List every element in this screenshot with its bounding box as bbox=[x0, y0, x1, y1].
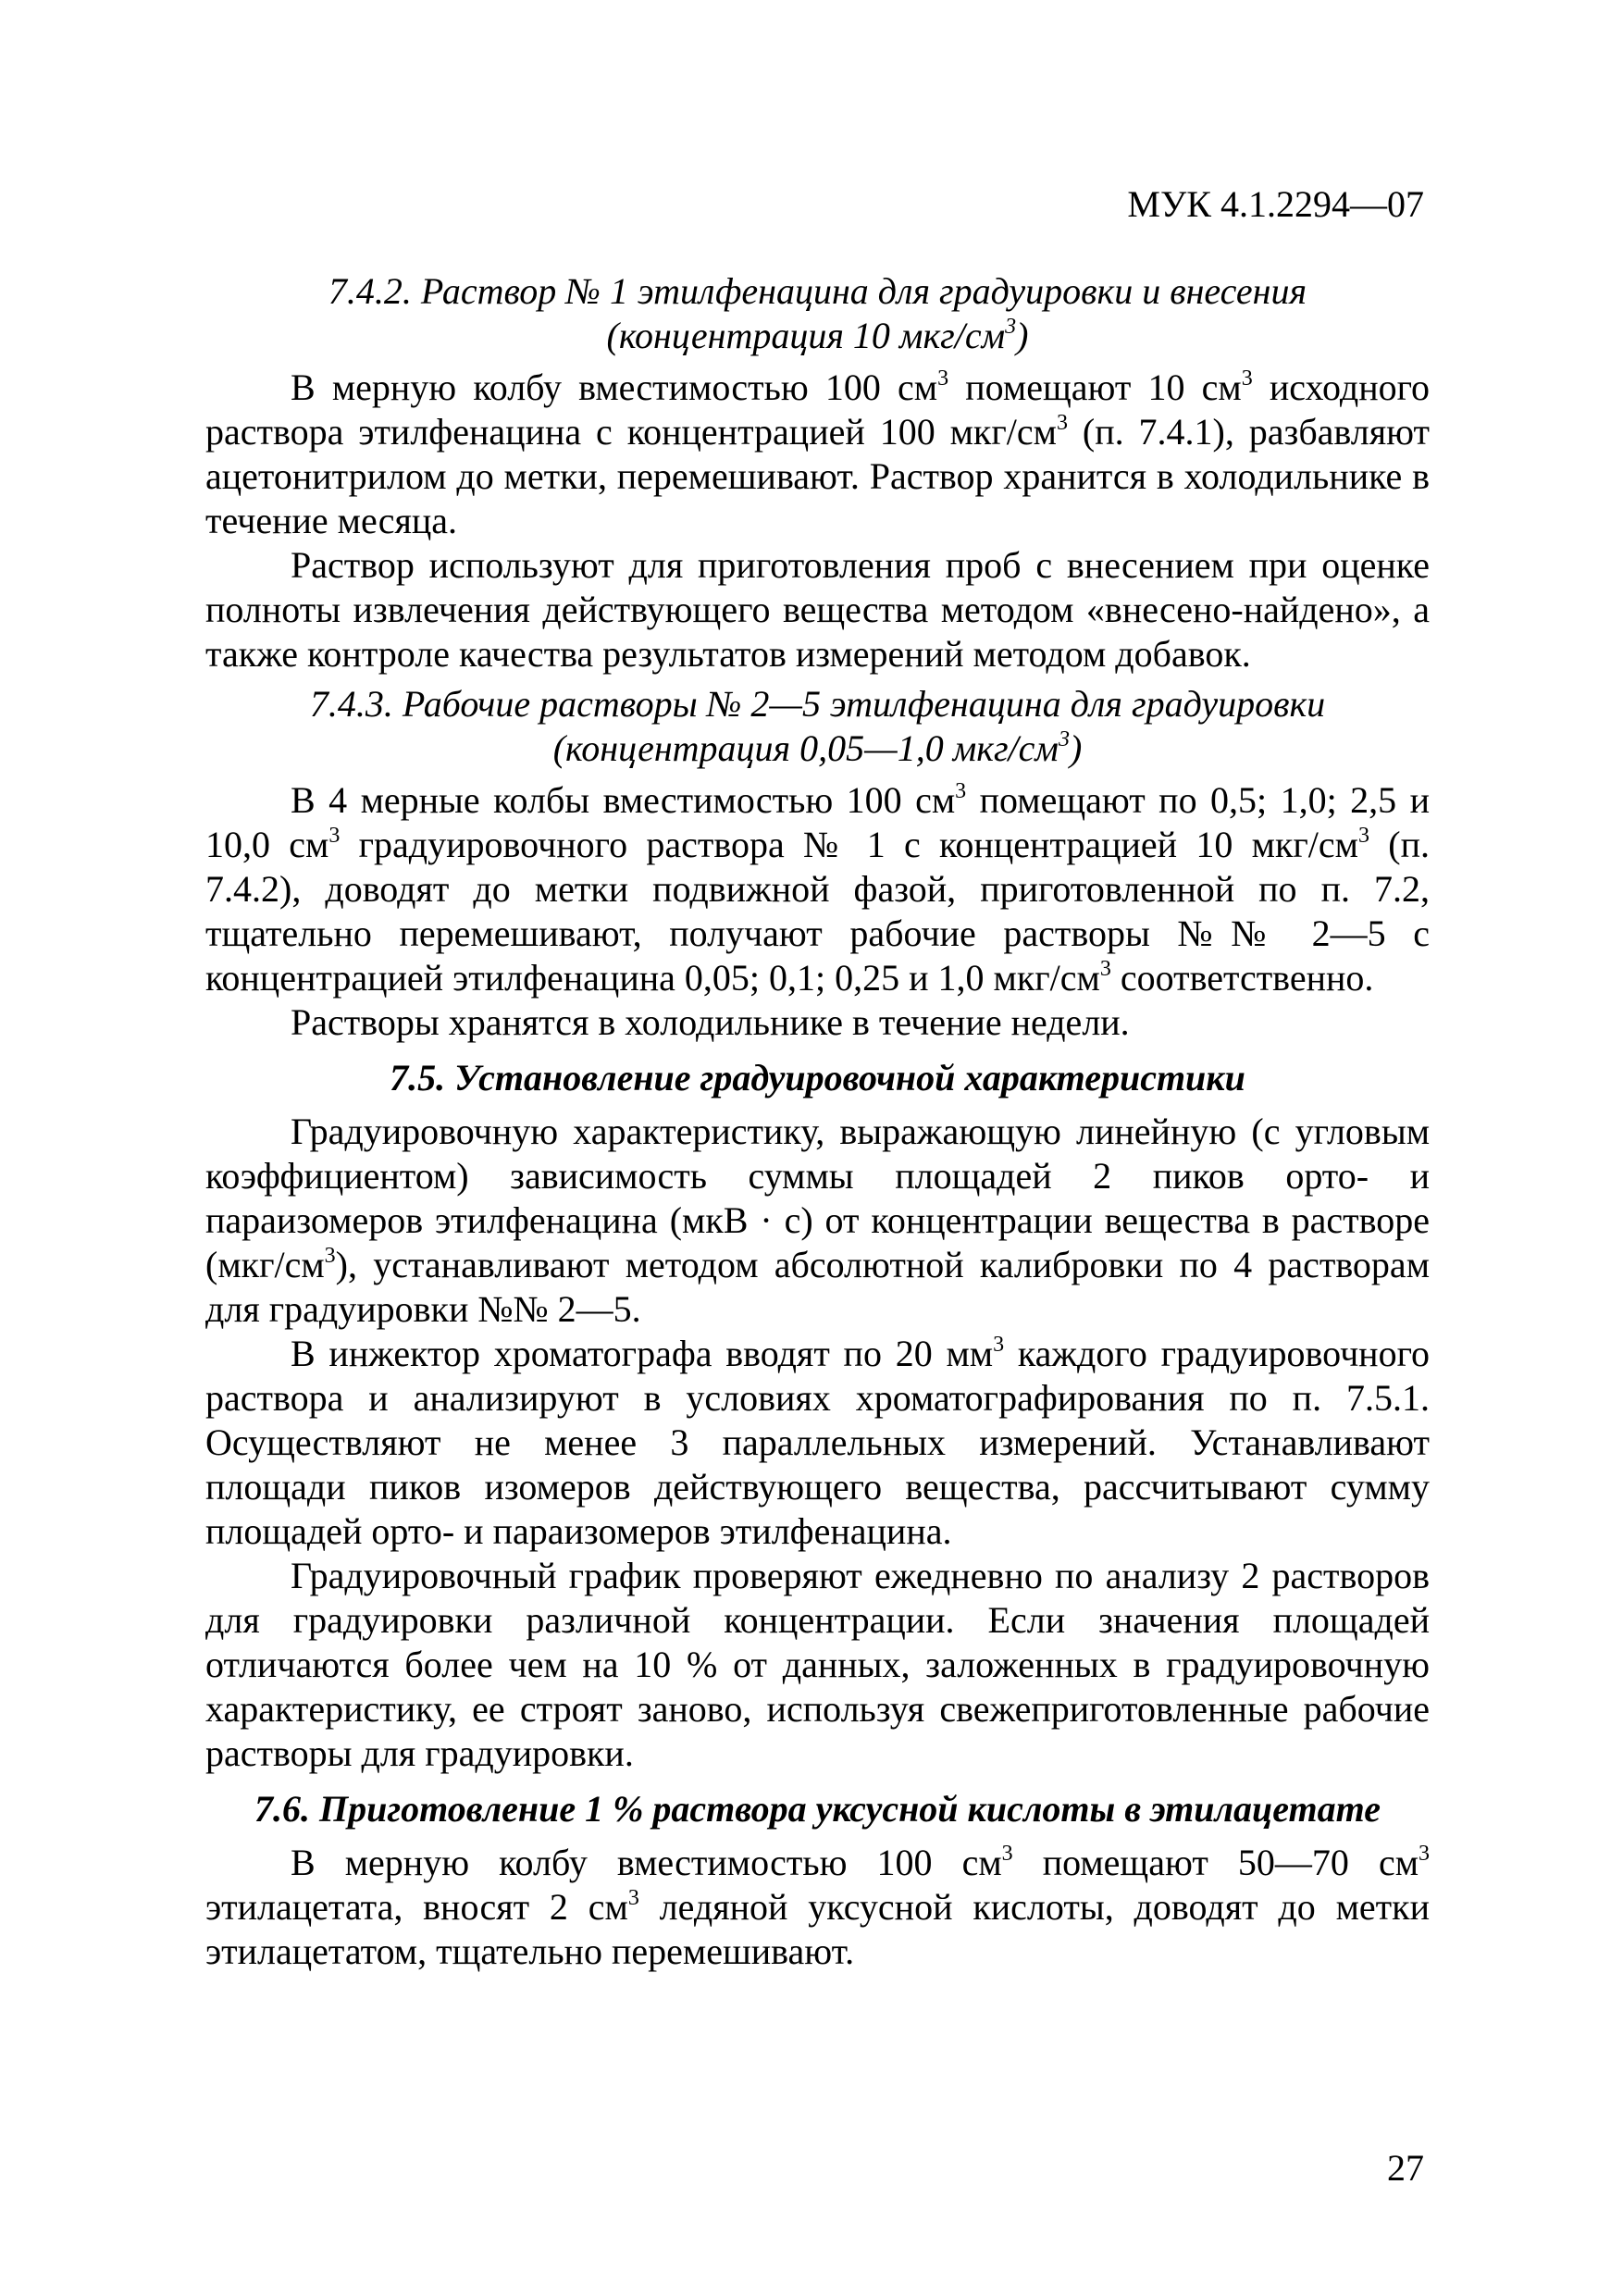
section-7-6-title: 7.6. Приготовление 1 % раствора уксусной кислоты в этилацетате bbox=[254, 1788, 1381, 1830]
paragraph-7-4-2-2: Раствор используют для приготовления проб с внесением при оценке полноты извлечения действующего вещества методом «внесено-найдено», а также контроле качества результатов измерений методом добавок. bbox=[205, 544, 1430, 675]
section-7-4-3-title-line1: 7.4.3. Рабочие растворы № 2—5 этилфенацина для градуировки bbox=[309, 683, 1326, 725]
document-code: МУК 4.1.2294—07 bbox=[1127, 183, 1424, 225]
section-7-4-3-title bbox=[205, 682, 1430, 771]
paragraph-7-5-2: В инжектор хроматографа вводят по 20 $мм^3$ каждого градуировочного раствора и анализируют в условиях хроматографирования по п. 7.5.1. Осуществляют не менее 3 параллельных измерений. Устанавливают площади пиков изомеров действующего вещества, рассчитывают сумму площадей орто- и параизомеров этилфенацина. bbox=[205, 1333, 1430, 1552]
section-7-4-2-title-line1: 7.4.2. Раствор № 1 этилфенацина для градуировки и внесения bbox=[328, 270, 1307, 312]
paragraph-7-5-3: Градуировочный график проверяют ежедневно по анализу 2 растворов для градуировки различной концентрации. Если значения площадей отличаются более чем на 10 % от данных, заложенных в градуировочную характеристику, ее строят заново, используя свежеприготовленные рабочие растворы для градуировки. bbox=[205, 1555, 1430, 1774]
paragraph-7-6-1: В мерную колбу вместимостью 100 $см^3$ помещают 50—70 $см^3$ этилацетата, вносят 2 $см^3$ ледяной уксусной кислоты, доводят до метки этилацетатом, тщательно перемешивают. bbox=[205, 1842, 1431, 1972]
section-7-4-3-title-line2: (концентрация 0,05—1,0 мкг/$см^3$) bbox=[552, 727, 1083, 769]
paragraph-7-4-3-2: Растворы хранятся в холодильнике в течение недели. bbox=[291, 1001, 1130, 1043]
section-7-4-2-title-line2: (концентрация 10 мкг/$см^3$) bbox=[606, 315, 1029, 356]
section-7-4-2-title bbox=[205, 269, 1430, 358]
paragraph-7-4-3-1: В 4 мерные колбы вместимостью 100 $см^3$ помещают по 0,5; 1,0; 2,5 и 10,0 $см^3$ градуировочного раствора № 1 с концентрацией 10 мкг/$см^3$ (п. 7.4.2), доводят до метки подвижной фазой, приготовленной по п. 7.2, тщательно перемешивают, получают рабочие растворы №№ 2—5 с концентрацией этилфенацина 0,05; 0,1; 0,25 и 1,0 мкг/$см^3$ соответственно. bbox=[205, 779, 1431, 999]
section-7-5-title: 7.5. Установление градуировочной характеристики bbox=[390, 1057, 1245, 1098]
paragraph-7-4-2-1: В мерную колбу вместимостью 100 $см^3$ помещают 10 $см^3$ исходного раствора этилфенацина с концентрацией 100 мкг/$см^3$ (п. 7.4.1), разбавляют ацетонитрилом до метки, перемешивают. Раствор хранится в холодильнике в течение месяца. bbox=[205, 366, 1431, 541]
page-content bbox=[205, 264, 1430, 1974]
page-number: 27 bbox=[1387, 2147, 1424, 2189]
paragraph-7-5-1: Градуировочную характеристику, выражающую линейную (с угловым коэффициентом) зависимость суммы площадей 2 пиков орто- и параизомеров этилфенацина (мкВ · с) от концентрации вещества в растворе $(мкг/см^3)$, устанавливают методом абсолютной калибровки по 4 растворам для градуировки №№ 2—5. bbox=[205, 1111, 1430, 1330]
